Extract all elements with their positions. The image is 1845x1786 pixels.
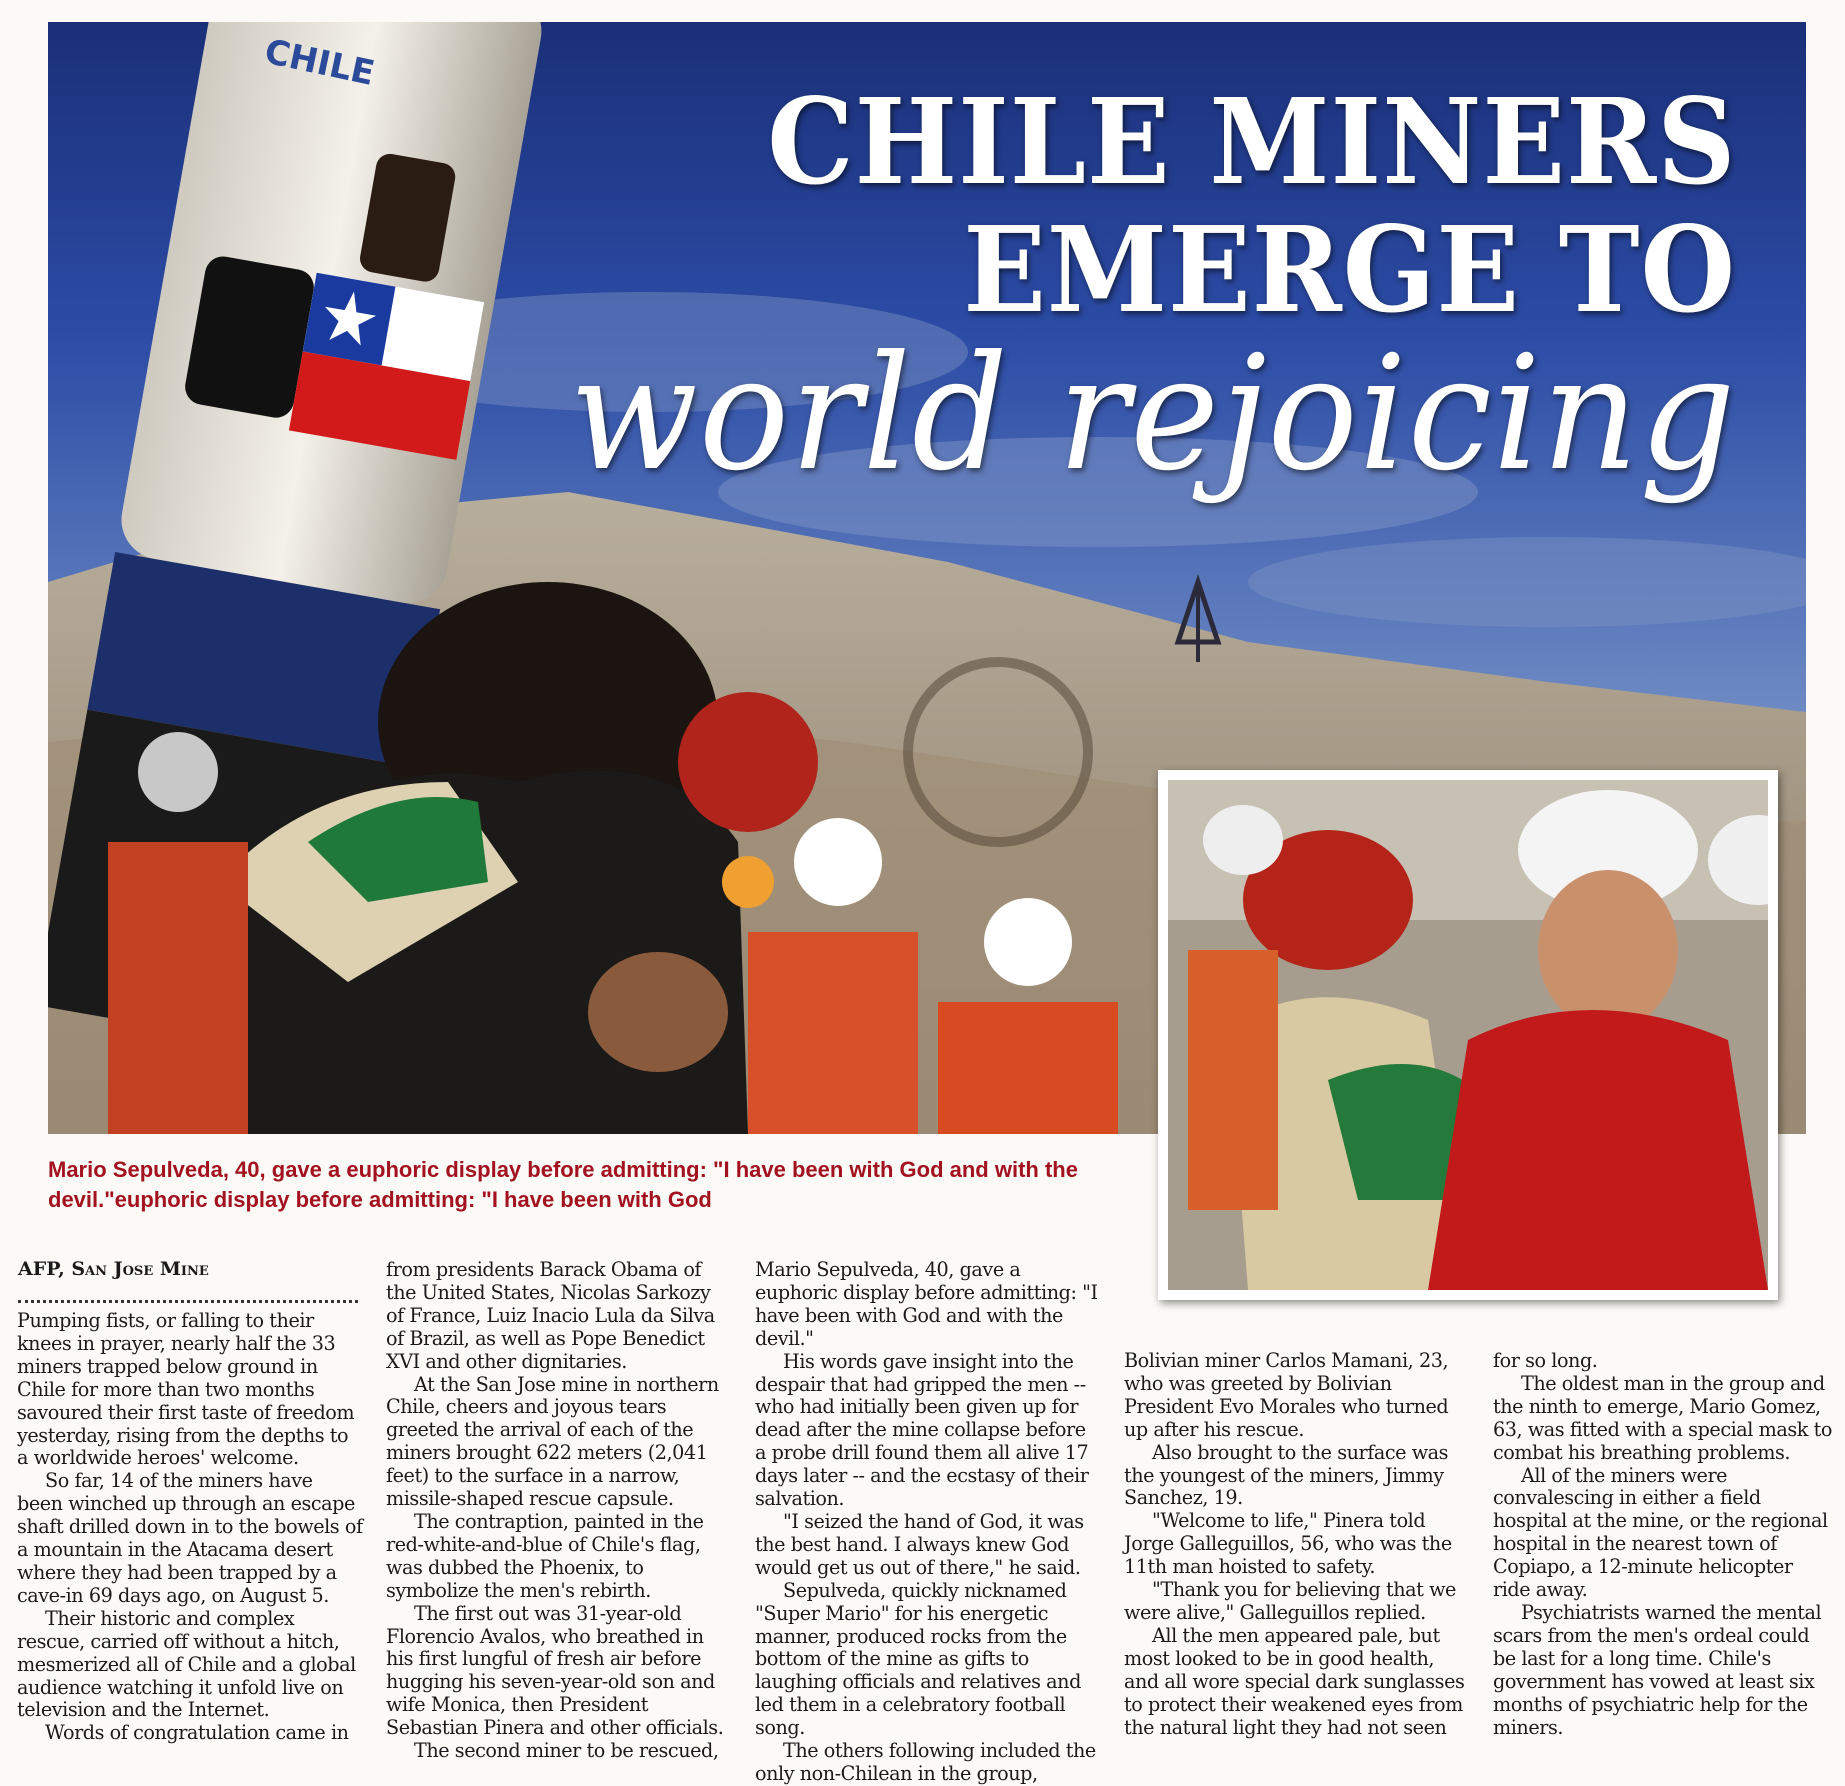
inset-photo-illustration	[1168, 780, 1768, 1290]
article-paragraph: His words gave insight into the despair that had gripped the men -- who had initially been given up for dead after the mine collapse before a probe drill found them all alive 17 days later -- and the ecstasy of their salvation.	[755, 1349, 1089, 1511]
byline-divider	[18, 1300, 358, 1303]
inset-photo-image	[1168, 780, 1768, 1290]
article-paragraph: The others following included the only non-Chilean in the group,	[755, 1739, 1096, 1785]
article-column-5	[1493, 1350, 1833, 1739]
inset-photo	[1158, 770, 1778, 1300]
headline-line-3: world rejoicing	[569, 322, 1736, 506]
article-paragraph: "Thank you for believing that we were alive," Galleguillos replied.	[1124, 1578, 1456, 1624]
photo-caption: Mario Sepulveda, 40, gave a euphoric display before admitting: "I have been with God and with the devil."euphoric display before admitting: "I have been with God	[48, 1157, 1078, 1212]
article-paragraph: "Welcome to life," Pinera told Jorge Galleguillos, 56, who was the 11th man hoisted to safety.	[1124, 1509, 1452, 1579]
article-paragraph: Also brought to the surface was the youngest of the miners, Jimmy Sanchez, 19.	[1124, 1440, 1449, 1510]
article-paragraph: "I seized the hand of God, it was the best hand. I always knew God would get us out of there," he said.	[755, 1509, 1084, 1579]
article-paragraph: Sepulveda, quickly nicknamed "Super Mario" for his energetic manner, produced rocks from the bottom of the mine as gifts to laughing officials and relatives and led them in a celebratory football song.	[755, 1578, 1081, 1740]
article-paragraph: Their historic and complex rescue, carried off without a hitch, mesmerized all of Chile and a global audience watching it unfold live on television and the Internet.	[17, 1606, 356, 1722]
article-paragraph: The oldest man in the group and the ninth to emerge, Mario Gomez, 63, was fitted with a special mask to combat his breathing problems.	[1493, 1371, 1832, 1464]
article-column-3	[755, 1259, 1101, 1786]
article-paragraph: Words of congratulation came in	[45, 1721, 349, 1745]
article-paragraph: Psychiatrists warned the mental scars from the men's ordeal could be last for a long time. Chile's government has vowed at least six months of psychiatric help for the miners.	[1493, 1600, 1822, 1739]
article-paragraph: The first out was 31-year-old Florencio Avalos, who breathed in his first lungful of fresh air before hugging his seven-year-old son and wife Monica, then President Sebastian Pinera and other officials.	[386, 1601, 724, 1740]
capsule-label: CHILE	[261, 31, 378, 94]
byline-location: San Jose Mine	[71, 1258, 209, 1280]
byline	[18, 1258, 358, 1280]
byline-agency: AFP,	[18, 1258, 65, 1280]
article-paragraph: So far, 14 of the miners have been winched up through an escape shaft drilled down in to the bowels of a mountain in the Atacama desert where they had been trapped by a cave-in 69 days ago, on August 5.	[17, 1469, 363, 1607]
article-paragraph: Bolivian miner Carlos Mamani, 23, who was greeted by Bolivian President Evo Morales who turned up after his rescue.	[1124, 1349, 1449, 1441]
article-paragraph: All of the miners were convalescing in either a field hospital at the mine, or the regional hospital in the nearest town of Copiapo, a 12-minute helicopter ride away.	[1493, 1463, 1828, 1602]
article-paragraph: All the men appeared pale, but most looked to be in good health, and all wore special dark sunglasses to protect their weakened eyes from the natural light they had not seen	[1124, 1623, 1465, 1739]
article-column-1	[17, 1310, 363, 1745]
article-paragraph: The contraption, painted in the red-white-and-blue of Chile's flag, was dubbed the Phoenix, to symbolize the men's rebirth.	[386, 1509, 704, 1602]
article-paragraph: At the San Jose mine in northern Chile, cheers and joyous tears greeted the arrival of each of the miners brought 622 meters (2,041 feet) to the surface in a narrow, missile-shaped rescue capsule.	[386, 1372, 719, 1511]
article-paragraph: The second miner to be rescued,	[414, 1739, 719, 1763]
headline-line-2: EMERGE TO	[963, 200, 1736, 339]
article-column-4	[1124, 1350, 1470, 1739]
article-paragraph: for so long.	[1493, 1349, 1598, 1372]
headline-line-1: CHILE MINERS	[766, 72, 1736, 211]
article-column-2	[386, 1259, 732, 1763]
article-paragraph: Mario Sepulveda, 40, gave a euphoric display before admitting: "I have been with God and with the devil."	[755, 1258, 1098, 1350]
article-paragraph: Pumping fists, or falling to their knees in prayer, nearly half the 33 miners trapped below ground in Chile for more than two months savoured their first taste of freedom yesterday, rising from the depths to a worldwide heroes' welcome.	[17, 1309, 355, 1470]
article-paragraph: from presidents Barack Obama of the United States, Nicolas Sarkozy of France, Luiz Inacio Lula da Silva of Brazil, as well as Pope Benedict XVI and other dignitaries.	[386, 1258, 715, 1373]
